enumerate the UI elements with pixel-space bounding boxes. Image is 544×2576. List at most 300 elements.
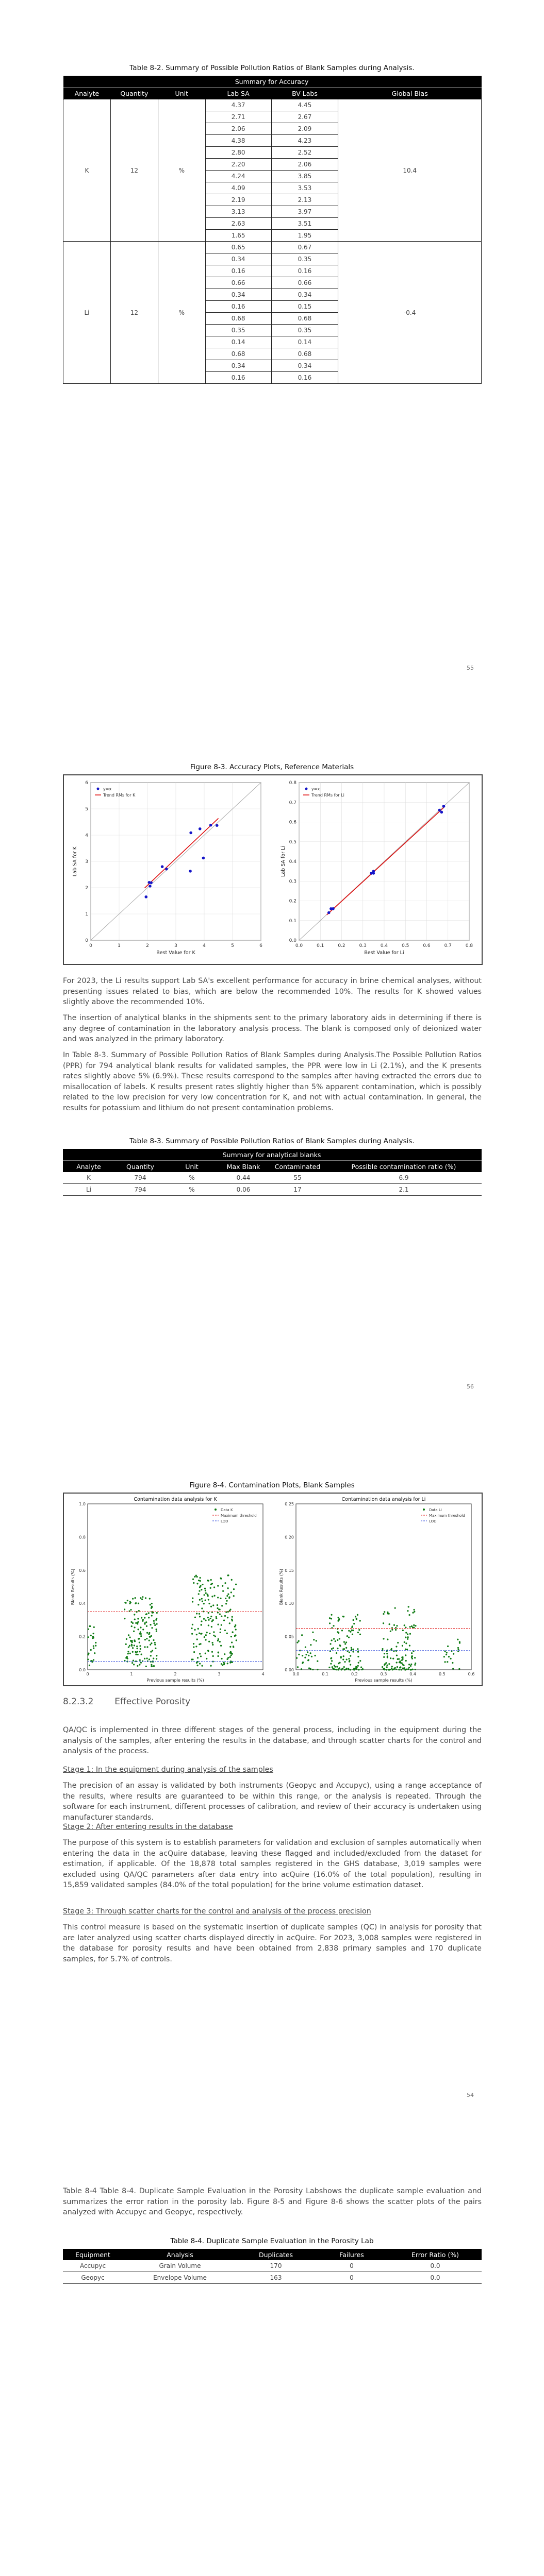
table-8-2-group-header: Summary for Accuracy: [205, 76, 338, 88]
legend-label: Data Li: [429, 1508, 442, 1512]
data-point: [359, 1660, 361, 1662]
data-point: [130, 1621, 132, 1623]
data-point: [336, 1652, 337, 1654]
data-point: [149, 1632, 150, 1634]
data-point: [140, 1633, 142, 1635]
cell-lab-sa: 1.65: [205, 230, 271, 242]
cell-bv-labs: 0.35: [271, 253, 338, 265]
x-tick-label: 1: [130, 1672, 133, 1676]
data-point: [151, 1603, 153, 1604]
column-header: Contaminated: [269, 1161, 326, 1173]
data-point: [399, 1662, 400, 1663]
legend-marker: [423, 1509, 425, 1511]
data-point: [211, 1626, 212, 1628]
data-point: [132, 1651, 134, 1653]
cell-bv-labs: 0.34: [271, 289, 338, 301]
data-point: [200, 1585, 202, 1587]
y-tick-label: 0.3: [289, 879, 296, 885]
data-point: [223, 1664, 225, 1665]
stage-3-text: This control measure is based on the systematic insertion of duplicate samples (QC) in analysis for porosity that are later analyzed using scatter charts displayed directly in acQuire. For 2023, 3,008 samples were registered in the database for porosity results and have been obtained from 2,838 primary samples and 170 duplicate samples, for 5.7% of controls.: [63, 1923, 482, 1963]
data-point: [135, 1603, 136, 1604]
column-header: Quantity: [110, 88, 158, 99]
data-point: [207, 1650, 209, 1652]
data-point: [194, 1617, 196, 1618]
data-point: [372, 870, 375, 873]
table-cell: Li: [63, 1184, 114, 1196]
cell-bv-labs: 2.13: [271, 194, 338, 206]
data-point: [134, 1619, 136, 1620]
data-point: [396, 1662, 398, 1663]
data-point: [393, 1624, 395, 1626]
legend-label: Trend RMs for K: [103, 793, 136, 798]
data-point: [205, 1653, 206, 1654]
y-tick-label: 0.05: [285, 1634, 294, 1639]
data-point: [402, 1630, 404, 1631]
data-point: [301, 1634, 303, 1636]
data-point: [197, 1657, 199, 1658]
data-point: [133, 1631, 135, 1632]
data-point: [224, 1615, 226, 1617]
data-point: [199, 1590, 200, 1591]
data-point: [414, 1664, 416, 1666]
data-point: [406, 1649, 408, 1650]
data-point: [134, 1614, 135, 1615]
data-point: [196, 1662, 197, 1664]
table-cell: Envelope Volume: [123, 2272, 237, 2284]
data-point: [225, 1598, 226, 1599]
data-point: [93, 1626, 95, 1628]
section-title: Effective Porosity: [114, 1697, 191, 1707]
cell-bv-labs: 3.97: [271, 206, 338, 218]
data-point: [192, 1624, 193, 1625]
data-point: [411, 1669, 413, 1670]
data-point: [201, 1665, 203, 1667]
data-point: [198, 1580, 200, 1581]
data-point: [215, 1636, 216, 1637]
data-point: [156, 1612, 158, 1614]
data-point: [149, 885, 152, 888]
data-point: [200, 1577, 201, 1579]
data-point: [208, 1641, 210, 1642]
legend-label: LOD: [221, 1519, 228, 1523]
data-point: [317, 1669, 318, 1670]
data-point: [125, 1643, 127, 1645]
data-point: [146, 1657, 147, 1659]
data-point: [386, 1653, 388, 1654]
x-tick-label: 0.2: [351, 1672, 358, 1676]
data-point: [205, 1592, 207, 1594]
data-point: [90, 1649, 92, 1651]
data-point: [135, 1651, 137, 1653]
y-tick-label: 0.2: [79, 1634, 86, 1639]
data-point: [415, 1625, 416, 1626]
column-header: Failures: [315, 2249, 389, 2260]
data-point: [407, 1610, 408, 1612]
data-point: [352, 1634, 353, 1635]
data-point: [149, 1598, 151, 1599]
data-point: [208, 1612, 209, 1614]
stage-1-text: The precision of an assay is validated by both instruments (Geopyc and Accupyc), using a range acceptance of the results, where results are guaranteed to be within this range, or the analysis is repeated. Through the software for each instrument, different processes of calibration, and review of their accuracy is undertaken using manufacturer standards.: [63, 1782, 482, 1822]
data-point: [313, 1639, 315, 1640]
data-point: [153, 1620, 155, 1622]
data-point: [141, 1653, 142, 1655]
x-tick-label: 1: [118, 943, 121, 948]
data-point: [342, 1658, 344, 1660]
data-point: [390, 1631, 391, 1632]
data-point: [233, 1646, 234, 1647]
data-point: [231, 1641, 233, 1643]
cell-global-bias: 10.4: [338, 99, 482, 242]
data-point: [444, 1661, 446, 1663]
data-point: [345, 1641, 347, 1643]
cell-unit: %: [158, 99, 205, 242]
table-cell: 0: [315, 2260, 389, 2272]
data-point: [310, 1644, 311, 1646]
y-tick-label: 0.0: [79, 1668, 86, 1672]
data-point: [145, 1621, 147, 1623]
data-point: [385, 1662, 387, 1664]
data-point: [153, 1657, 154, 1659]
data-point: [362, 1668, 364, 1670]
y-tick-label: 0.15: [285, 1568, 294, 1573]
data-point: [353, 1649, 354, 1650]
data-point: [154, 1642, 156, 1643]
data-point: [223, 1619, 225, 1621]
data-point: [153, 1622, 155, 1624]
data-point: [305, 1654, 307, 1655]
data-point: [146, 1625, 147, 1627]
data-point: [397, 1666, 398, 1668]
data-point: [297, 1666, 299, 1668]
y-tick-label: 0.6: [79, 1568, 86, 1573]
data-point: [348, 1658, 350, 1659]
data-point: [210, 1616, 212, 1617]
table-8-4-caption: Table 8-4. Duplicate Sample Evaluation in the Porosity Lab: [170, 2237, 374, 2245]
cell-lab-sa: 2.19: [205, 194, 271, 206]
k-accuracy-plot: [72, 781, 262, 956]
data-point: [206, 1658, 207, 1659]
data-point: [331, 1660, 333, 1662]
table-cell: 794: [114, 1184, 166, 1196]
data-point: [137, 1651, 138, 1652]
data-point: [140, 1626, 141, 1628]
data-point: [414, 1611, 415, 1613]
data-point: [407, 1633, 408, 1635]
data-point: [217, 1612, 219, 1613]
data-point: [151, 1606, 153, 1608]
data-point: [447, 1646, 449, 1647]
cell-lab-sa: 2.71: [205, 111, 271, 123]
data-point: [93, 1645, 94, 1647]
data-point: [148, 1617, 150, 1618]
data-point: [383, 1656, 385, 1658]
data-point: [138, 1610, 140, 1612]
data-point: [93, 1659, 94, 1660]
data-point: [189, 832, 192, 835]
data-point: [405, 1654, 406, 1656]
section-heading: [63, 1697, 190, 1707]
data-point: [232, 1620, 233, 1621]
data-point: [205, 1590, 206, 1591]
y-tick-label: 0.2: [289, 899, 296, 904]
data-point: [154, 1624, 156, 1626]
data-point: [138, 1603, 139, 1604]
y-tick-label: 0.5: [289, 839, 296, 845]
data-point: [395, 1629, 397, 1631]
data-point: [357, 1614, 358, 1616]
cell-bv-labs: 0.68: [271, 313, 338, 325]
data-point: [165, 868, 168, 871]
data-point: [146, 1646, 148, 1648]
cell-global-bias: -0.4: [338, 242, 482, 384]
data-point: [384, 1653, 385, 1654]
data-point: [333, 1625, 334, 1626]
column-header: Lab SA: [205, 88, 271, 99]
data-point: [221, 1605, 223, 1606]
x-tick-label: 0.6: [468, 1672, 475, 1676]
data-point: [226, 1658, 228, 1660]
data-point: [386, 1665, 388, 1666]
data-point: [201, 1598, 203, 1600]
table-cell: 55: [269, 1172, 326, 1184]
data-point: [197, 1604, 199, 1605]
cell-lab-sa: 0.66: [205, 277, 271, 289]
paragraph-accuracy-results: For 2023, the Li results support Lab SA's excellent performance for accuracy in brine chemical analyses, without presenting issues related to bias, which are below the recommended 10%. The results for K showed values slightly above the recommended 10%.: [63, 977, 482, 1006]
data-point: [410, 1664, 412, 1665]
data-point: [360, 1667, 362, 1668]
data-point: [201, 1633, 202, 1634]
data-point: [219, 1641, 221, 1642]
data-point: [192, 1579, 194, 1580]
data-point: [205, 1634, 207, 1636]
data-point: [389, 1669, 391, 1670]
data-point: [134, 1640, 135, 1641]
data-point: [216, 824, 219, 827]
data-point: [412, 1612, 414, 1614]
data-point: [193, 1643, 194, 1645]
data-point: [413, 1624, 415, 1626]
data-point: [402, 1658, 404, 1660]
data-point: [210, 1579, 212, 1581]
data-point: [156, 1623, 157, 1625]
data-point: [130, 1609, 131, 1611]
data-point: [129, 1601, 131, 1602]
cell-lab-sa: 0.68: [205, 313, 271, 325]
x-tick-label: 0: [89, 943, 92, 948]
data-point: [218, 1608, 220, 1610]
stage-2-title: Stage 2: After entering results in the database: [63, 1823, 233, 1831]
data-point: [136, 1648, 138, 1649]
data-point: [129, 1603, 130, 1604]
data-point: [129, 1637, 130, 1638]
y-axis-label: Lab SA for K: [72, 846, 78, 877]
data-point: [220, 1629, 221, 1630]
data-point: [221, 1663, 222, 1665]
data-point: [151, 1666, 152, 1667]
column-header: Quantity: [114, 1161, 166, 1173]
x-tick-label: 0.7: [444, 943, 452, 948]
data-point: [386, 1669, 387, 1670]
plot-title: Contamination data analysis for Li: [341, 1497, 426, 1502]
data-point: [205, 1619, 206, 1621]
data-point: [298, 1654, 300, 1655]
data-point: [349, 1661, 350, 1663]
data-point: [411, 1655, 413, 1657]
data-point: [200, 1655, 202, 1657]
data-point: [407, 1638, 408, 1640]
data-point: [357, 1651, 359, 1652]
x-tick-label: 0.6: [423, 943, 431, 948]
data-point: [226, 1600, 227, 1602]
data-point: [218, 1652, 219, 1653]
legend-marker: [305, 788, 308, 790]
figure-8-3-caption: Figure 8-3. Accuracy Plots, Reference Materials: [190, 763, 354, 771]
data-point: [144, 1658, 145, 1659]
data-point: [199, 1643, 200, 1645]
data-point: [194, 1576, 195, 1578]
data-point: [350, 1655, 351, 1657]
cell-analyte: K: [63, 99, 111, 242]
x-tick-label: 4: [261, 1672, 265, 1676]
y-tick-label: 0.6: [289, 820, 296, 825]
data-point: [124, 1608, 125, 1610]
cell-bv-labs: 2.67: [271, 111, 338, 123]
column-header: Unit: [166, 1161, 218, 1173]
data-point: [330, 1663, 332, 1665]
data-point: [201, 1624, 202, 1625]
cell-lab-sa: 4.37: [205, 99, 271, 111]
data-point: [357, 1665, 359, 1667]
data-point: [228, 1597, 230, 1599]
data-point: [392, 1669, 393, 1670]
cell-unit: %: [158, 242, 205, 384]
data-point: [443, 1656, 445, 1657]
cell-bv-labs: 2.52: [271, 147, 338, 159]
data-point: [234, 1626, 236, 1628]
data-point: [348, 1630, 350, 1632]
data-point: [138, 1638, 139, 1639]
data-point: [359, 1634, 361, 1635]
cell-lab-sa: 4.09: [205, 182, 271, 194]
x-tick-label: 2: [174, 1672, 177, 1676]
cell-lab-sa: 0.34: [205, 289, 271, 301]
cell-bv-labs: 0.34: [271, 360, 338, 372]
table-row: [63, 2260, 482, 2272]
data-point: [350, 1631, 351, 1633]
data-point: [144, 1623, 145, 1624]
plot-title: Contamination data analysis for K: [134, 1497, 217, 1502]
data-point: [382, 1648, 383, 1650]
table-8-3-caption: Table 8-3. Summary of Possible Pollution Ratios of Blank Samples during Analysis.: [129, 1137, 415, 1145]
data-point: [221, 1616, 222, 1617]
data-point: [355, 1616, 356, 1617]
table-cell: 163: [237, 2272, 315, 2284]
data-point: [370, 872, 373, 875]
data-point: [338, 1632, 339, 1634]
legend-label: Maximum threshold: [429, 1514, 465, 1518]
data-point: [151, 1615, 153, 1616]
data-point: [93, 1647, 94, 1649]
y-tick-label: 0.1: [289, 918, 296, 924]
data-point: [317, 1660, 318, 1662]
page-number: 55: [467, 665, 474, 671]
cell-bv-labs: 3.53: [271, 182, 338, 194]
cell-lab-sa: 0.16: [205, 265, 271, 277]
data-point: [410, 1665, 411, 1667]
data-point: [199, 1632, 200, 1634]
y-tick-label: 0: [85, 938, 88, 943]
data-point: [156, 1658, 157, 1659]
x-tick-label: 3: [218, 1672, 221, 1676]
data-point: [217, 1597, 219, 1598]
data-point: [211, 1596, 213, 1597]
data-point: [457, 1647, 459, 1649]
legend-label: Maximum threshold: [221, 1514, 257, 1518]
data-point: [128, 1634, 129, 1636]
data-point: [397, 1642, 399, 1643]
table-8-4: [63, 2249, 482, 2284]
k-contamination-plot: [71, 1497, 265, 1683]
data-point: [332, 1666, 333, 1668]
column-header: Unit: [158, 88, 205, 99]
accuracy-plots: [64, 775, 482, 964]
data-point: [404, 1624, 405, 1626]
cell-bv-labs: 0.66: [271, 277, 338, 289]
data-point: [88, 1629, 89, 1630]
data-point: [155, 1648, 156, 1649]
data-point: [296, 1641, 298, 1643]
data-point: [296, 1657, 298, 1659]
data-point: [132, 1622, 134, 1624]
data-point: [205, 1599, 206, 1601]
data-point: [208, 1603, 210, 1604]
data-point: [211, 1642, 213, 1643]
y-tick-label: 2: [85, 886, 88, 891]
cell-bv-labs: 2.06: [271, 159, 338, 171]
data-point: [218, 1638, 219, 1640]
data-point: [327, 911, 331, 914]
paragraph-duplicate-intro: Table 8-4 Table 8-4. Duplicate Sample Evaluation in the Porosity Labshows the duplicate sample evaluation and summarizes the error ration in the porosity lab. Figure 8-5 and Figure 8-6 shows the scatter plots of the pairs analyzed with Accupyc and Geopyc, respectively.: [63, 2187, 482, 2216]
table-row: [63, 1172, 482, 1184]
data-point: [126, 1638, 127, 1640]
data-point: [446, 1652, 448, 1653]
data-point: [329, 1622, 331, 1624]
table-row: [63, 242, 482, 253]
data-point: [124, 1602, 126, 1603]
data-point: [144, 895, 147, 899]
data-point: [339, 1638, 340, 1639]
data-point: [404, 1641, 405, 1643]
data-point: [394, 1668, 395, 1669]
data-point: [227, 1657, 229, 1658]
table-row: [63, 2272, 482, 2284]
data-point: [202, 857, 205, 860]
table-row: [63, 99, 482, 111]
data-point: [339, 1662, 340, 1664]
data-point: [131, 1662, 133, 1664]
data-point: [337, 1639, 338, 1641]
data-point: [229, 1622, 230, 1624]
data-point: [400, 1666, 401, 1668]
data-point: [211, 1651, 213, 1653]
data-point: [230, 1654, 232, 1656]
data-point: [193, 1646, 194, 1648]
data-point: [156, 1629, 157, 1630]
data-point: [145, 1597, 146, 1599]
data-point: [129, 1645, 130, 1647]
data-point: [161, 865, 164, 868]
data-point: [220, 1578, 222, 1580]
